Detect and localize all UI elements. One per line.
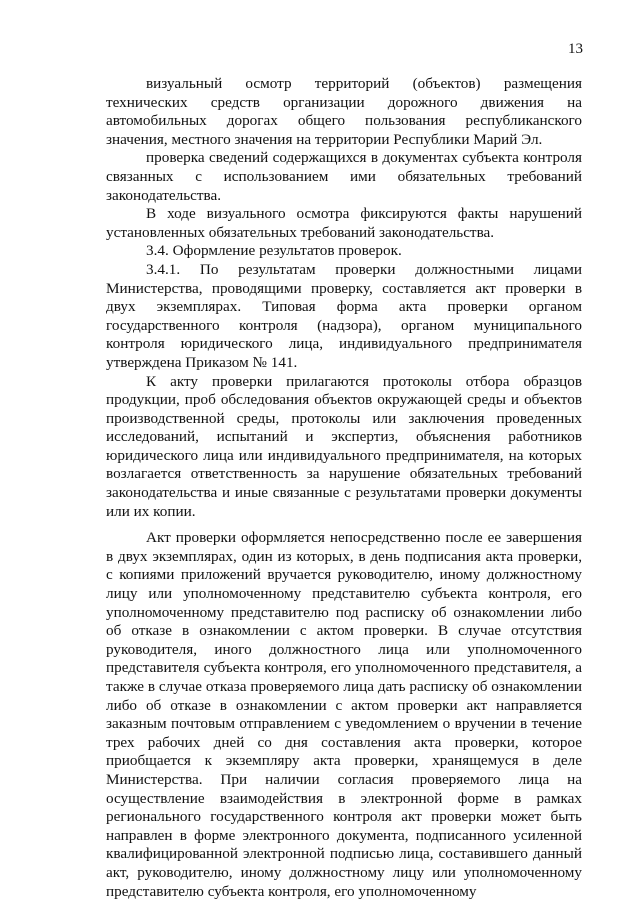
paragraph-visual-inspection: визуальный осмотр территорий (объектов) размещения технических средств организации дорожного движения на автомобильных дорогах общего пользования республиканского значения, местного значения на территории Республики Марий Эл. <box>106 75 582 148</box>
paragraph-attachments: К акту проверки прилагаются протоколы отбора образцов продукции, проб обследования объектов окружающей среды и объектов производственной среды, протоколы или заключения проведенных исследований, испытаний и экспертиз, объяснения работников юридического лица или индивидуального предпринимателя, на которых возлагается ответственность за нарушение обязательных требований законодательства и иные связанные с результатами проверки документы или их копии. <box>106 372 582 520</box>
paragraph-3-4-1: 3.4.1. По результатам проверки должностными лицами Министерства, проводящими проверку, составляется акт проверки в двух экземплярах. Типовая форма акта проверки органом государственного контроля (надзора), органом муниципального контроля юридического лица, индивидуального предпринимателя утверждена Приказом № 141. <box>106 260 582 371</box>
paragraph-act-delivery: Акт проверки оформляется непосредственно после ее завершения в двух экземплярах, один из которых, в день подписания акта проверки, с копиями приложений вручается руководителю, иному должностному лицу или уполномоченному представителю субъекта контроля, его уполномоченному представителю под расписку об ознакомлении либо об отказе в ознакомлении с актом проверки. В случае отсутствия руководителя, иного должностного лица или уполномоченного представителя субъекта контроля, его уполномоченного представителя, а также в случае отказа проверяемого лица дать расписку об ознакомлении либо об отказе в ознакомлении с актом проверки акт направляется заказным почтовым отправлением с уведомлением о вручении в течение трех рабочих дней со дня составления акта проверки, которое приобщается к экземпляру акта проверки, хранящемуся в деле Министерства. При наличии согласия проверяемого лица на осуществление взаимодействия в электронной форме в рамках регионального государственного контроля акт проверки может быть направлен в форме электронного документа, подписанного усиленной квалифицированной электронной подписью лица, составившего данный акт, руководителю, иному должностному лицу или уполномоченному представителю субъекта контроля, его уполномоченному <box>106 529 582 900</box>
document-body <box>106 75 582 901</box>
page-number: 13 <box>568 41 583 57</box>
section-heading-3-4: 3.4. Оформление результатов проверок. <box>146 242 402 260</box>
paragraph-violations-recorded: В ходе визуального осмотра фиксируются факты нарушений установленных обязательных требований законодательства. <box>106 205 582 241</box>
paragraph-document-check: проверка сведений содержащихся в документах субъекта контроля связанных с использованием ими обязательных требований законодательства. <box>106 149 582 204</box>
